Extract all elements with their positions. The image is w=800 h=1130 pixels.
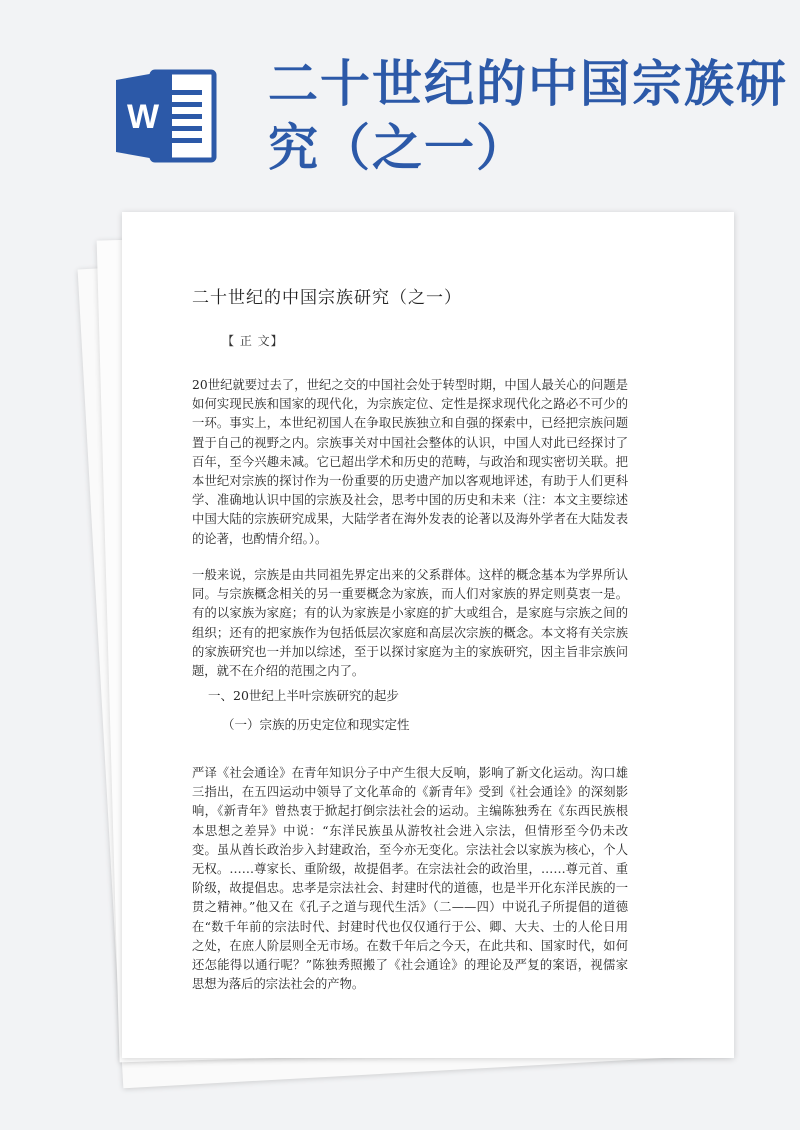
banner-title: 二十世纪的中国宗族研究（之一）	[268, 55, 788, 177]
word-document-icon	[112, 62, 220, 170]
paragraph-definition: 一般来说，宗族是由共同祖先界定出来的父系群体。这样的概念基本为学界所认同。与宗族概念相关的另一重要概念为家族，而人们对家族的界定则莫衷一是。有的以家族为家庭；有的认为家族是小家庭的扩大或组合，是家庭与宗族之间的组织；还有的把家族作为包括低层次家庭和高层次宗族的概念。本文将有关宗族的家族研究也一并加以综述，至于以探讨家庭为主的家族研究，因主旨非宗族问题，就不在介绍的范围之内了。	[192, 568, 628, 679]
subsection-heading: （一）宗族的历史定位和现实定性	[222, 717, 410, 732]
section-heading: 一、20世纪上半叶宗族研究的起步	[208, 688, 399, 703]
section-label: 【 正 文】	[222, 334, 284, 348]
paragraph-intro: 20世纪就要过去了，世纪之交的中国社会处于转型时期，中国人最关心的问题是如何实现民族和国家的现代化，为宗族定位、定性是探求现代化之路必不可少的一环。事实上，本世纪初国人在争取民族独立和自强的探索中，已经把宗族问题置于自己的视野之内。宗族事关对中国社会整体的认识，中国人对此已经探讨了百年，至今兴趣未减。它已超出学术和历史的范畴，与政治和现实密切关联。把本世纪对宗族的探讨作为一份重要的历史遗产加以客观地评述，有助于人们更科学、准确地认识中国的宗族及社会，思考中国的历史和未来（注：本文主要综述中国大陆的宗族研究成果，大陆学者在海外发表的论著以及海外学者在大陆发表的论著，也酌情介绍。）。	[192, 378, 628, 546]
paragraph-history: 严译《社会通诠》在青年知识分子中产生很大反响，影响了新文化运动。沟口雄三指出，在五四运动中领导了文化革命的《新青年》受到《社会通诠》的深刻影响，《新青年》曾热衷于掀起打倒宗法社会的运动。主编陈独秀在《东西民族根本思想之差异》中说：“东洋民族虽从游牧社会进入宗法，但情形至今仍未改变。虽从酋长政治步入封建政治，至今亦无变化。宗法社会以家族为核心，个人无权。……尊家长、重阶级，故提倡孝。在宗法社会的政治里，……尊元首、重阶级，故提倡忠。忠孝是宗法社会、封建时代的道德，也是半开化东洋民族的一贯之精神。”他又在《孔子之道与现代生活》（二——四）中说孔子所提倡的道德在“数千年前的宗法时代、封建时代也仅仅通行于公、卿、大夫、士的人伦日用之处，在庶人阶层则全无市场。在数千年后之今天，在此共和、国家时代，如何还怎能得以通行呢？”陈独秀照搬了《社会通诠》的理论及严复的案语，视儒家思想为落后的宗法社会的产物。	[192, 766, 628, 992]
word-icon-letter: W	[126, 98, 160, 136]
document-title: 二十世纪的中国宗族研究（之一）	[192, 288, 462, 308]
